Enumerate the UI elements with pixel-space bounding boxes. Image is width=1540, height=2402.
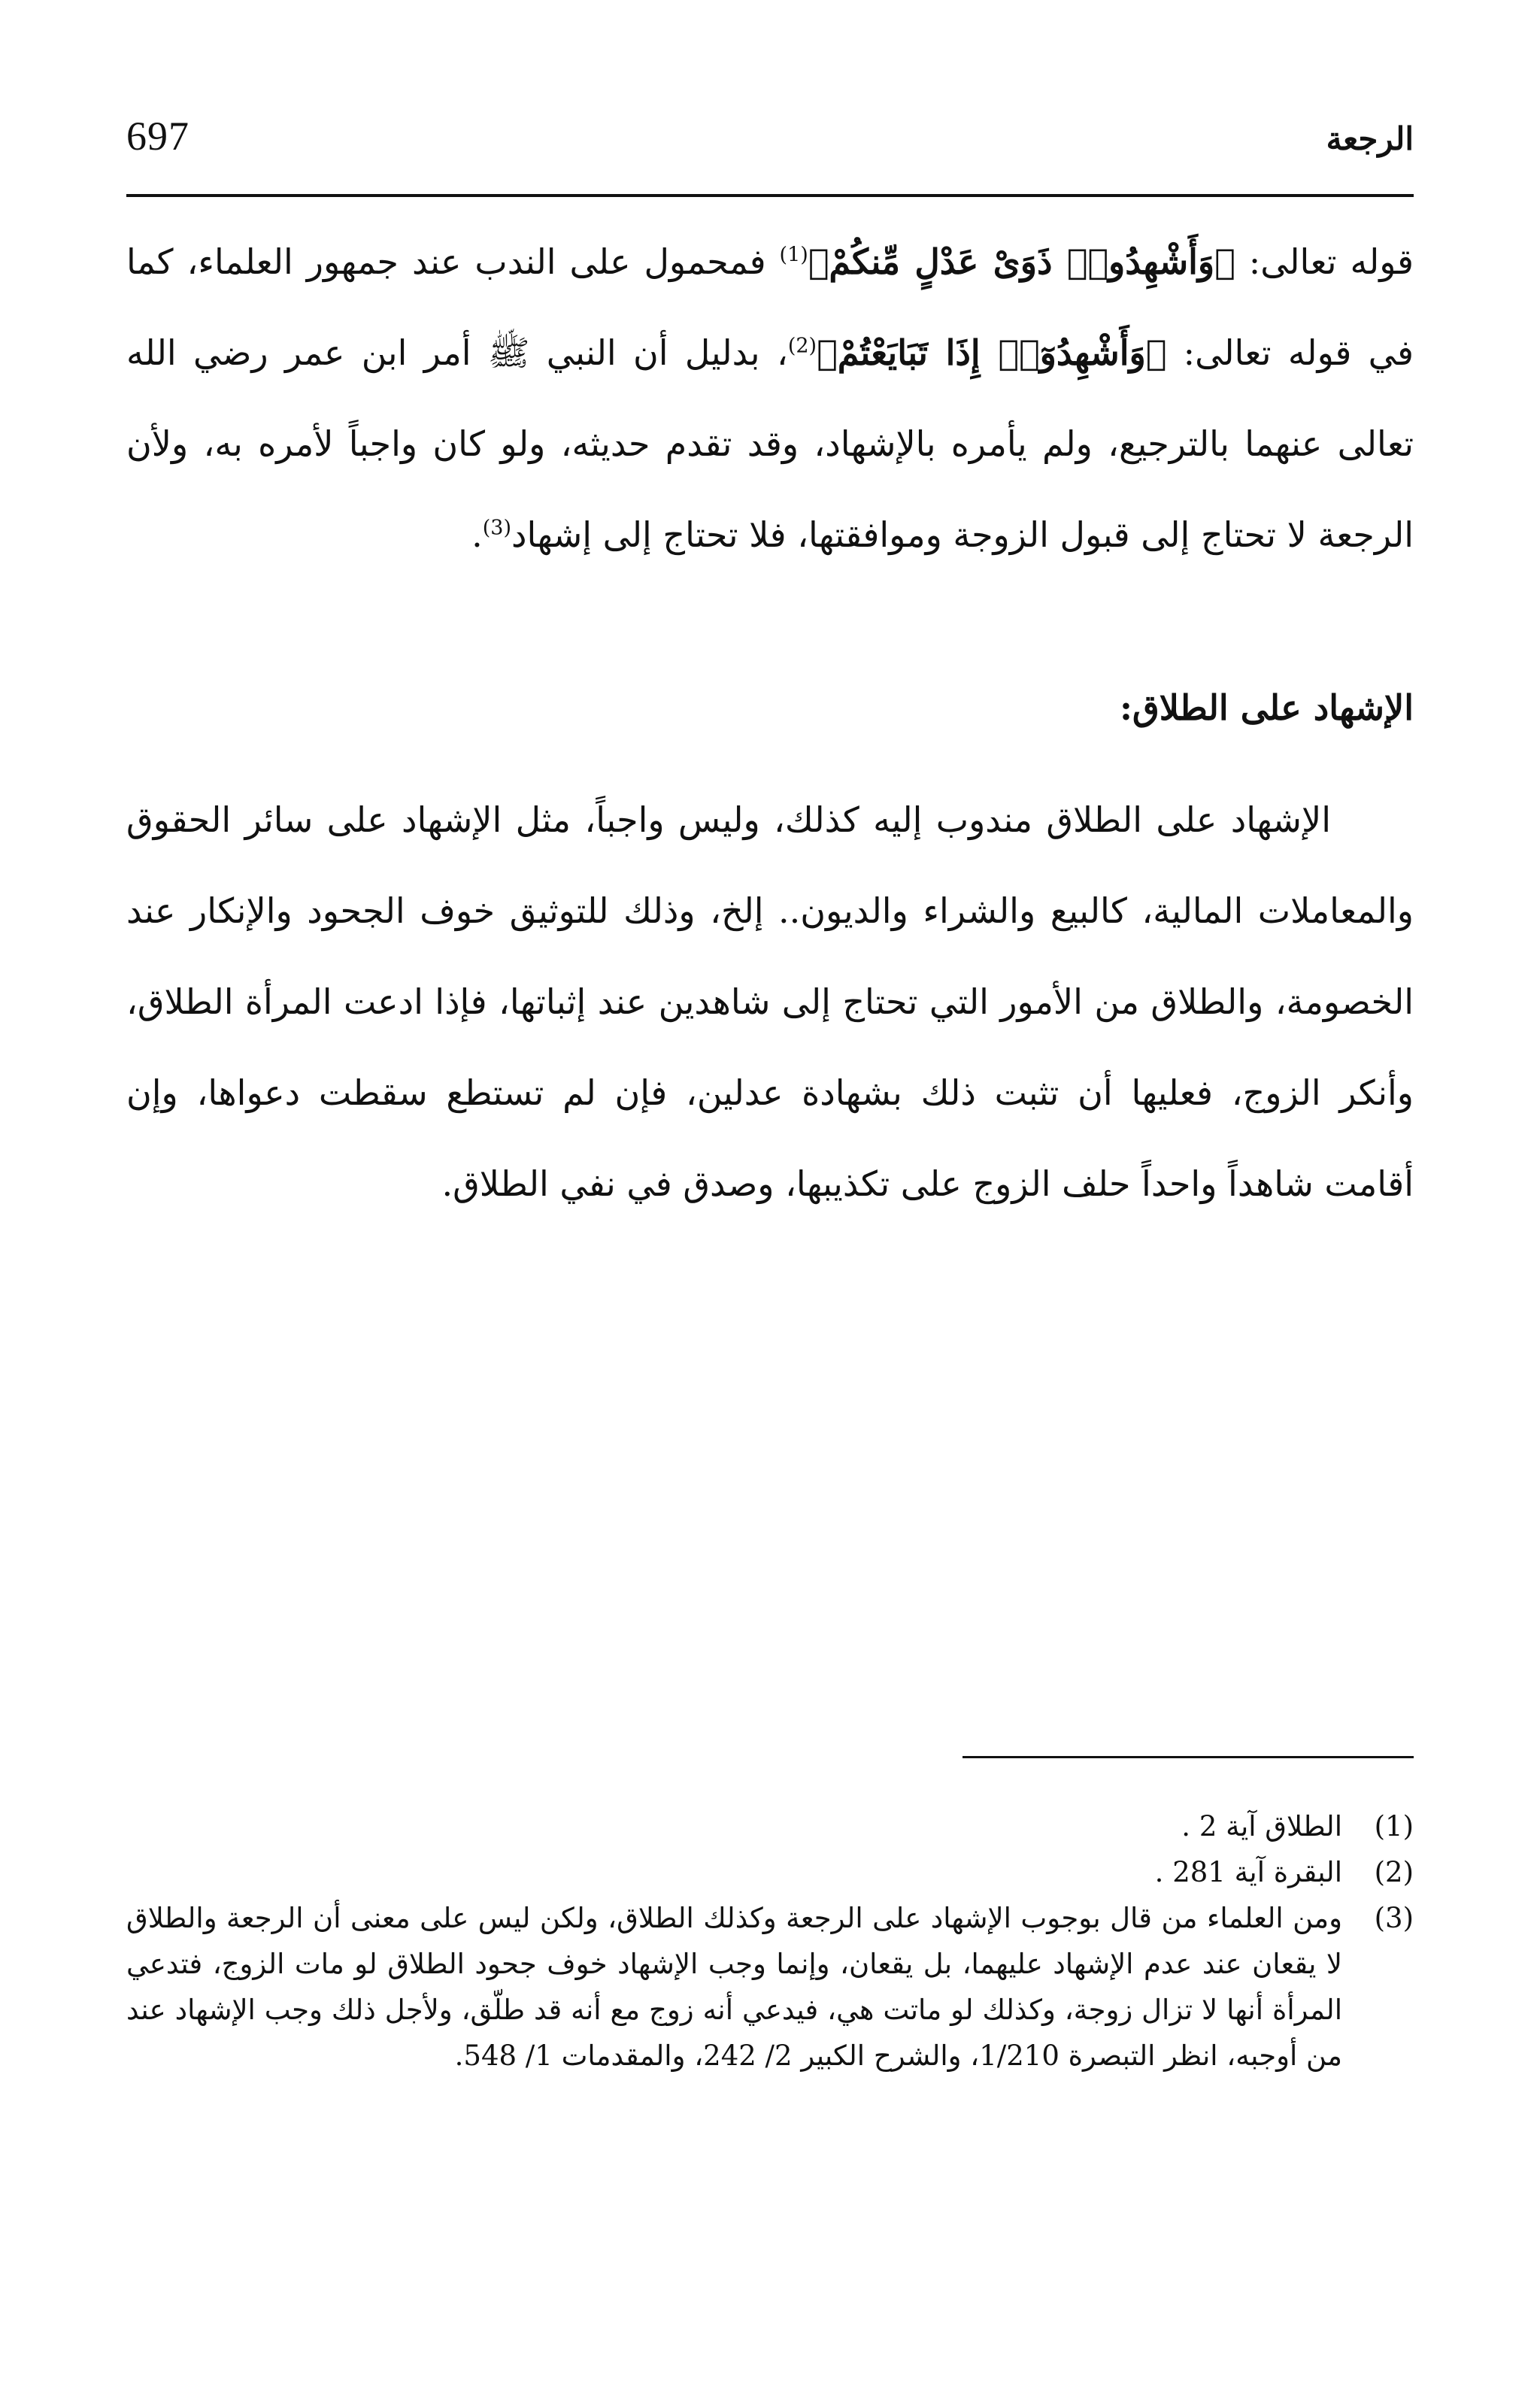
running-title: الرجعة [1326, 120, 1414, 157]
paragraph-divorce-witnessing: الإشهاد على الطلاق مندوب إليه كذلك، وليس واجباً، مثل الإشهاد على سائر الحقوق والمعاملات المالية، كالبيع والشراء والديون.. إلخ، وذلك للتوثيق خوف الجحود والإنكار عند الخصومة، والطلاق من الأمور التي تحتاج إلى شاهدين عند إثباتها، فإذا ادعت المرأة الطلاق، وأنكر الزوج، فعليها أن تثبت ذلك بشهادة عدلين، فإن لم تستطع سقطت دعواها، وإن أقامت شاهداً واحداً حلف الزوج على تكذيبها، وصدق في نفي الطلاق. [126, 799, 1414, 1204]
quran-verse-talaq: ﴿وَأَشْهِدُوا۟ ذَوَىْ عَدْلٍ مِّنكُمْ﴾ [808, 241, 1235, 282]
footnote-divider [962, 1756, 1414, 1758]
footnote-number: (1) [1374, 1810, 1414, 1842]
header-divider [126, 194, 1414, 197]
footnote-ref-3: (3) [482, 516, 512, 540]
paragraph-text: قوله تعالى: [1235, 241, 1414, 282]
footnotes-list [126, 1803, 1414, 2079]
footnote-ref-2: (2) [787, 334, 817, 358]
footnote-text: ومن العلماء من قال بوجوب الإشهاد على الرجعة وكذلك الطلاق، ولكن ليس على معنى أن الرجعة والطلاق لا يقعان عند عدم الإشهاد عليهما، بل يقعان، وإنما وجب الإشهاد خوف جحود الطلاق لو مات الزوج، فتدعي المرأة أنها لا تزال زوجة، وكذلك لو ماتت هي، فيدعي أنه زوج مع أنه قد طلّق، ولأجل ذلك وجب الإشهاد عند من أوجبه، انظر التبصرة 1/210، والشرح الكبير 2/ 242، والمقدمات 1/ 548. [126, 1902, 1342, 2072]
paragraph-text: . [471, 514, 483, 555]
footnote-item [126, 1895, 1414, 2079]
section-heading: الإشهاد على الطلاق: [1120, 687, 1414, 728]
footnote-text: الطلاق آية 2 . [1181, 1810, 1342, 1842]
page-number: 697 [126, 114, 189, 159]
footnote-text: البقرة آية 281 . [1154, 1856, 1342, 1888]
footnote-item [126, 1803, 1414, 1849]
quran-verse-baqara: ﴿وَأَشْهِدُوٓا۟ إِذَا تَبَايَعْتُمْ﴾ [817, 332, 1167, 373]
paragraph-text: ، بدليل أن النبي ﷺ أمر ابن عمر رضي الله تعالى عنهما بالترجيع، ولم يأمره بالإشهاد، وقد تقدم حديثه، ولو كان واجباً لأمره به، ولأن الرجعة لا تحتاج إلى قبول الزوجة وموافقتها، فلا تحتاج إلى إشهاد [126, 332, 1414, 555]
footnote-number: (3) [1374, 1902, 1414, 1934]
paragraph-text: فمحمول على الندب عند جمهور العلماء، كما في قوله تعالى: [126, 241, 1414, 373]
paragraph-raja-witnessing [126, 217, 1414, 581]
footnote-item [126, 1849, 1414, 1895]
footnote-ref-1: (1) [779, 243, 808, 267]
footnote-number: (2) [1374, 1856, 1414, 1888]
